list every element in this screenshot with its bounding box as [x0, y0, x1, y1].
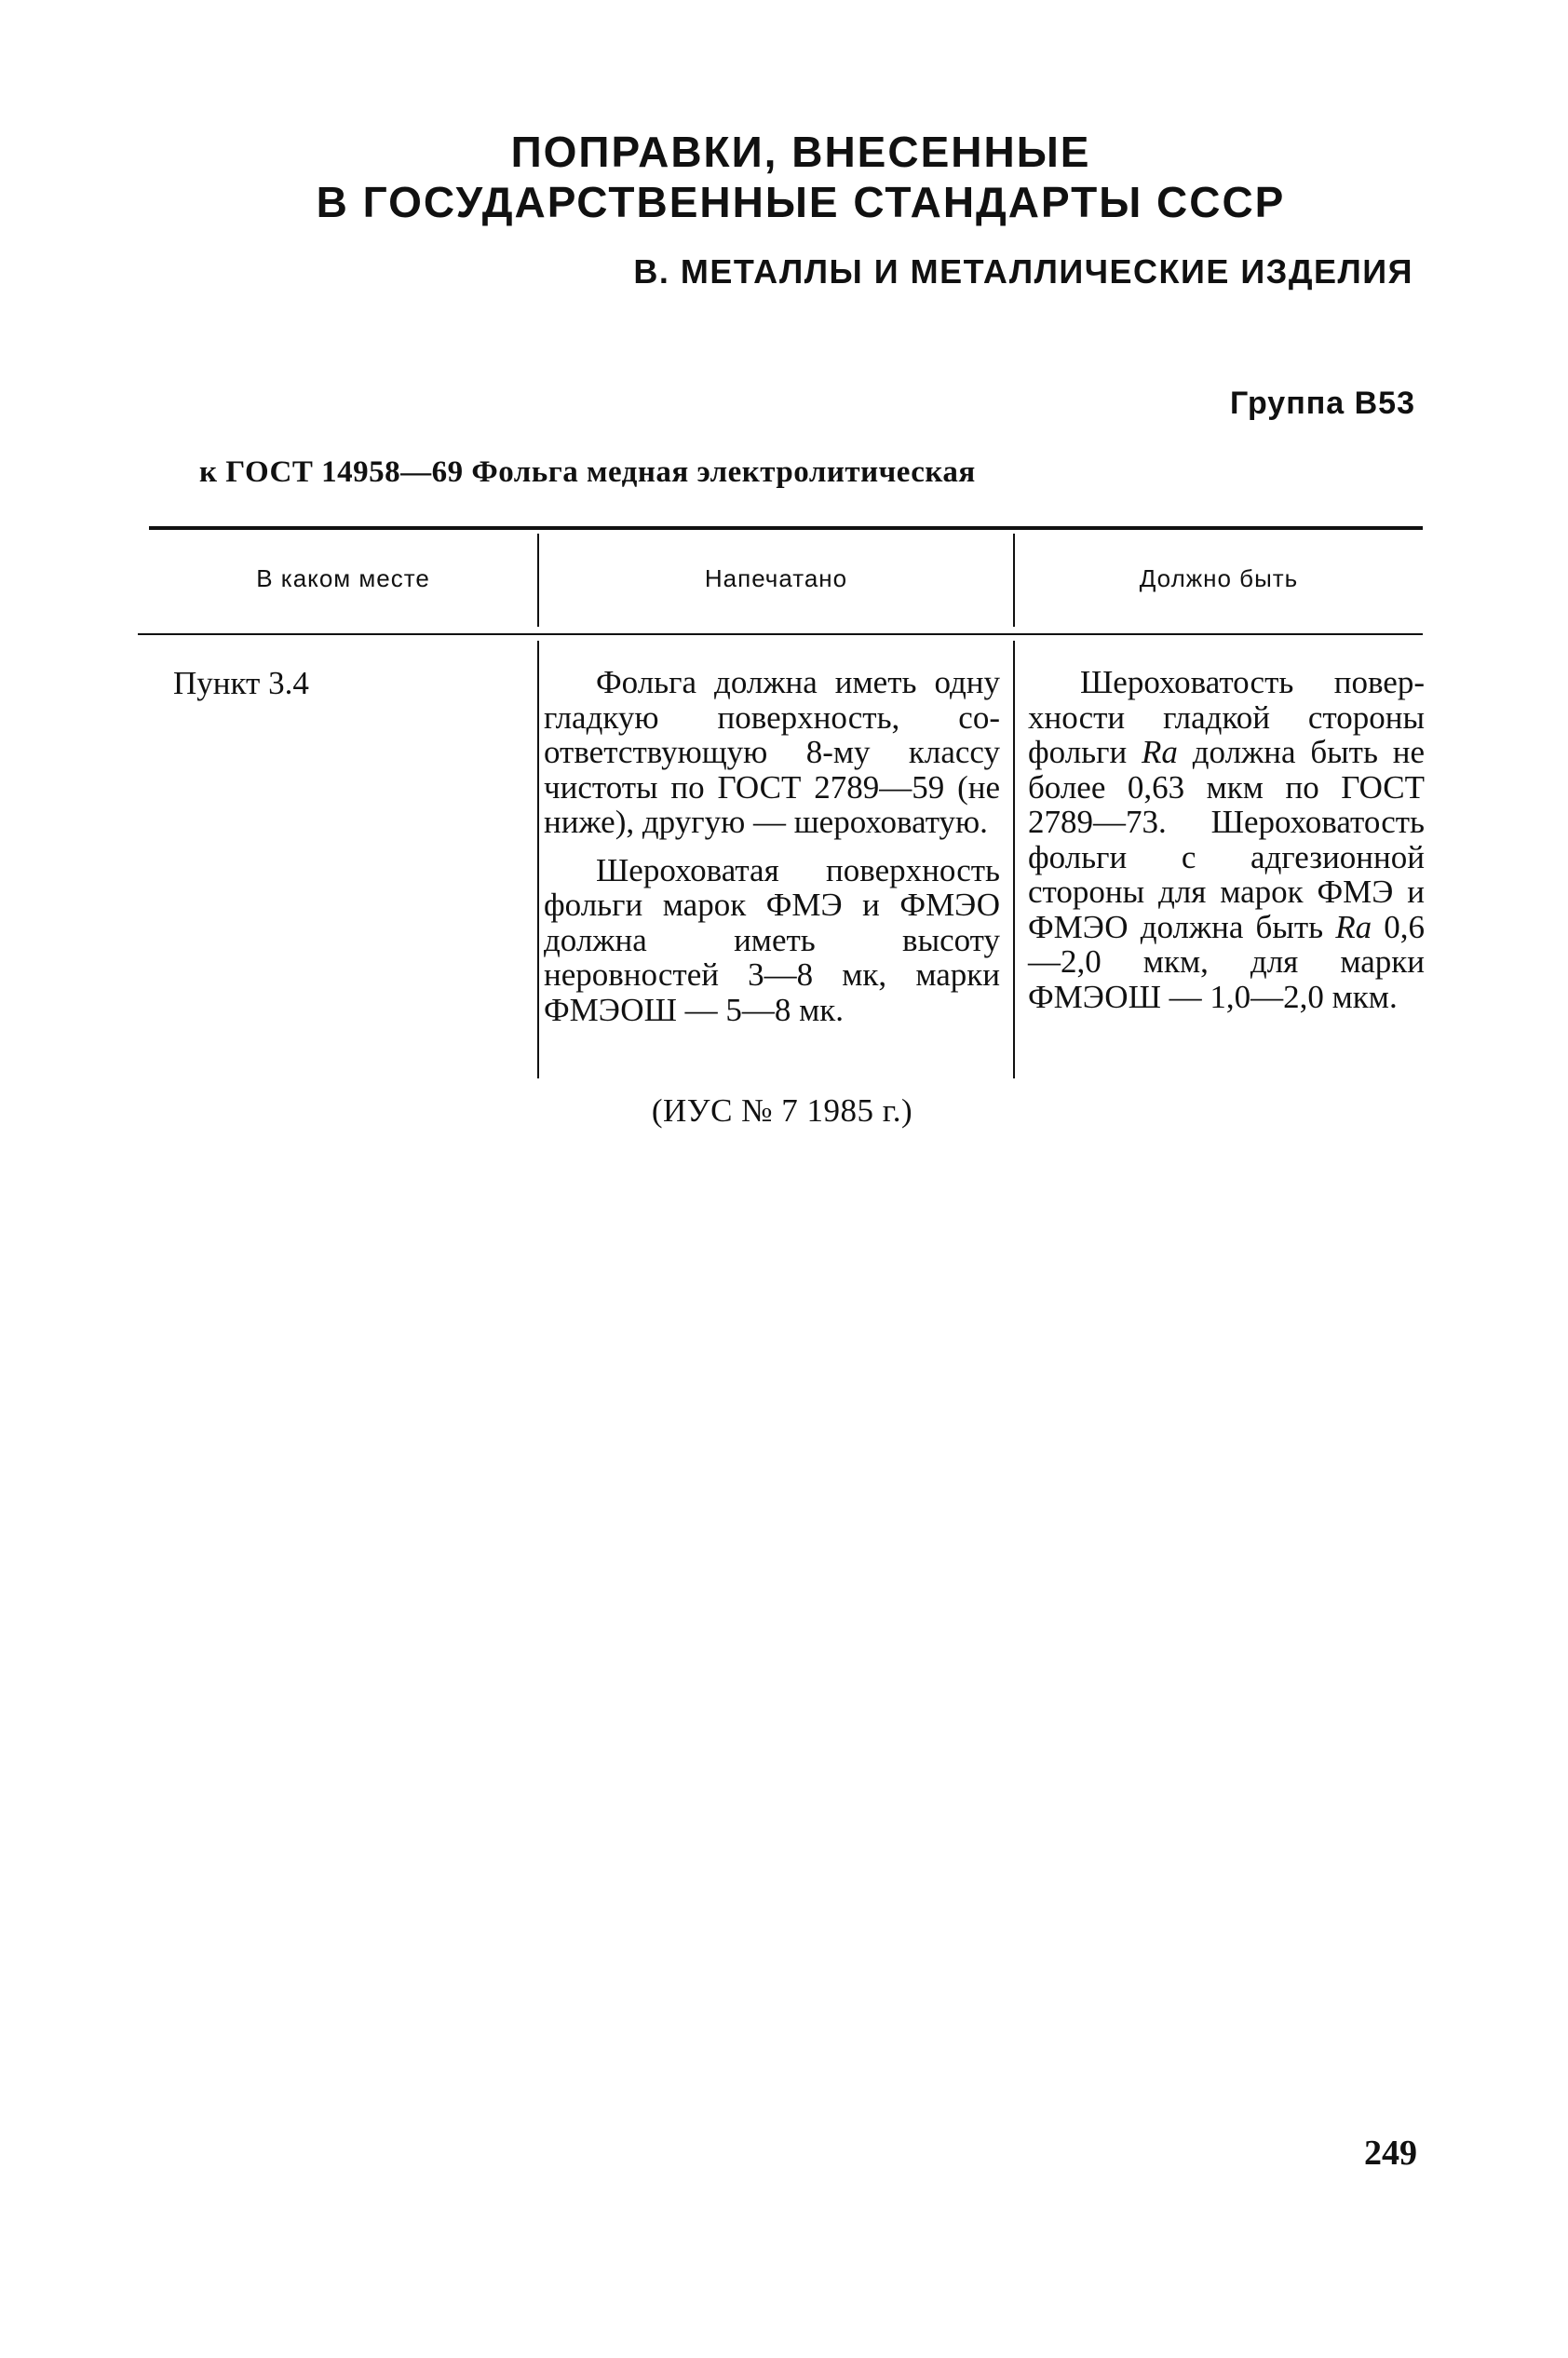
should-be-paragraph: [1028, 665, 1425, 1014]
page-number: 249: [1364, 2134, 1417, 2173]
document-title-line-2: В ГОСУДАРСТВЕННЫЕ СТАНДАРТЫ СССР: [316, 178, 1286, 226]
ra-symbol-2: Ra: [1335, 908, 1372, 945]
section-heading: В. МЕТАЛЛЫ И МЕТАЛЛИЧЕСКИЕ ИЗДЕЛИЯ: [633, 252, 1413, 291]
cell-place: Пункт 3.4: [173, 665, 309, 701]
should-be-text-1: Шероховатость поверхности гладкой стороны фольги: [1028, 664, 1425, 770]
column-header-should-be: Должно быть: [1139, 564, 1299, 592]
should-be-text-2: должна быть не более 0,63 мкм по ГОСТ 2789—73. Шероховатость фольги с адгезионной стороны для марок ФМЭ и ФМЭО должна быть: [1028, 734, 1425, 945]
cell-should-be: [1028, 665, 1425, 1014]
column-header-place: В каком месте: [256, 564, 430, 592]
standard-prefix: к: [199, 455, 218, 489]
table-header-rule: [138, 633, 1423, 635]
standard-reference: [199, 453, 976, 492]
printed-paragraph-1: Фольга должна иметь одну гладкую поверхность, соответствующую 8-му классу чистоты по ГОСТ 2789—59 (не ниже), другую — шероховатую.: [544, 664, 1000, 840]
body-divider-2: [1013, 641, 1015, 1078]
printed-paragraph-2: Шероховатая поверхность фольги марок ФМЭ и ФМЭО должна иметь высоту неровностей 3—8 мк, марки ФМЭОШ — 5—8 мк.: [544, 851, 1000, 1028]
table-top-rule: [149, 526, 1423, 530]
column-header-printed: Напечатано: [704, 564, 848, 592]
should-be-text-3: 0,6—2,0 мкм, для марки ФМЭОШ — 1,0—2,0 мкм.: [1028, 908, 1425, 1015]
standard-name: Фольга медная электролитическая: [471, 455, 976, 489]
group-label: Группа В53: [1229, 386, 1415, 421]
ra-symbol-1: Ra: [1142, 734, 1178, 770]
standard-code: ГОСТ 14958—69: [225, 455, 464, 489]
cell-printed: [544, 665, 1000, 1027]
body-divider-1: [537, 641, 539, 1078]
document-title-line-1: ПОПРАВКИ, ВНЕСЕННЫЕ: [510, 128, 1091, 176]
source-note: (ИУС № 7 1985 г.): [651, 1092, 913, 1129]
